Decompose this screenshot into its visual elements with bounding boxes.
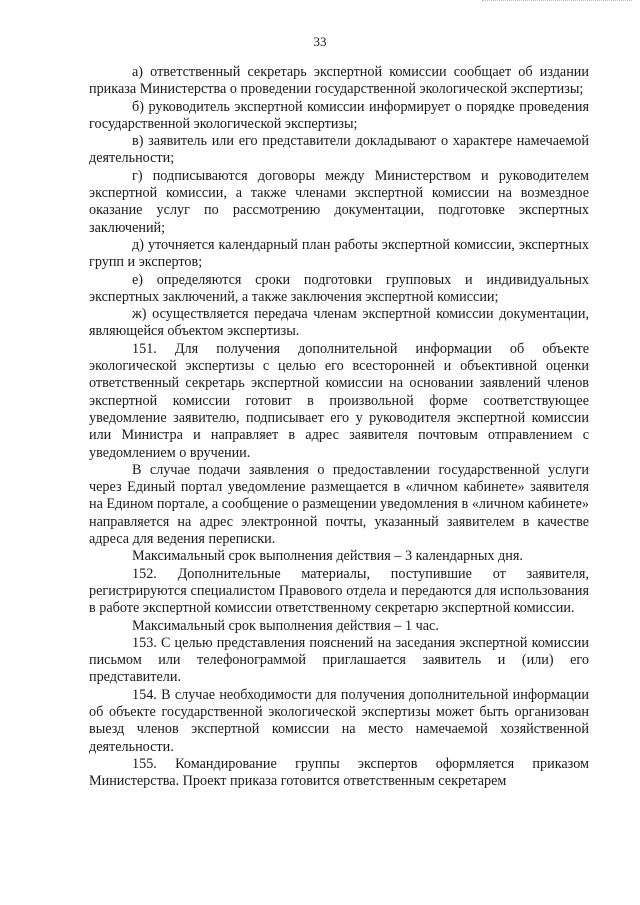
paragraph-152-deadline: Максимальный срок выполнения действия – 1 час. [132, 617, 439, 634]
paragraph-item-e: е) определяются сроки подготовки групповых и индивидуальных экспертных заключений, а также заключения экспертной комиссии; [89, 271, 589, 305]
paragraph-item-b: б) руководитель экспертной комиссии информирует о порядке проведения государственной экологической экспертизы; [89, 98, 589, 132]
paragraph-item-g: г) подписываются договоры между Министерством и руководителем экспертной комиссии, а также членами экспертной комиссии на возмездное оказание услуг по рассмотрению документации, подготовке экспертных заключений; [89, 167, 589, 236]
paragraph-153: 153. С целью представления пояснений на заседания экспертной комиссии письмом или телефонограммой приглашается заявитель и (или) его представители. [89, 634, 589, 686]
paragraph-151-portal: В случае подачи заявления о предоставлении государственной услуги через Единый портал уведомление размещается в «личном кабинете» заявителя на Едином портале, а сообщение о размещении уведомления в «личном кабинете» направляется на адрес электронной почты, указанный заявителем в качестве адреса для ведения переписки. [89, 461, 589, 548]
paragraph-151: 151. Для получения дополнительной информации об объекте экологической экспертизы с целью его всесторонней и объективной оценки ответственный секретарь экспертной комиссии на основании заявлений членов экспертной комиссии готовит в произвольной форме соответствующее уведомление заявителю, подписывает его у руководителя экспертной комиссии или Министра и направляет в адрес заявителя почтовым отправлением с уведомлением о вручении. [89, 340, 589, 461]
paragraph-item-a: а) ответственный секретарь экспертной комиссии сообщает об издании приказа Министерства о проведении государственной экологической экспертизы; [89, 64, 589, 98]
paragraph-item-d: д) уточняется календарный план работы экспертной комиссии, экспертных групп и экспертов; [89, 236, 589, 271]
scan-edge-mark [482, 0, 632, 5]
paragraph-154: 154. В случае необходимости для получения дополнительной информации об объекте государственной экологической экспертизы может быть организован выезд членов экспертной комиссии на место намечаемой хозяйственной деятельности. [89, 686, 589, 755]
document-body [89, 64, 589, 790]
paragraph-155: 155. Командирование группы экспертов оформляется приказом Министерства. Проект приказа готовится ответственным секретарем [89, 755, 589, 790]
paragraph-item-v: в) заявитель или его представители докладывают о характере намечаемой деятельности; [89, 133, 589, 167]
paragraph-item-zh: ж) осуществляется передача членам экспертной комиссии документации, являющейся объектом экспертизы. [89, 306, 589, 340]
paragraph-151-deadline: Максимальный срок выполнения действия – 3 календарных дня. [132, 548, 523, 565]
paragraph-152: 152. Дополнительные материалы, поступившие от заявителя, регистрируются специалистом Правового отдела и передаются для использования в работе экспертной комиссии ответственному секретарю экспертной комиссии. [89, 565, 589, 617]
page-number: 33 [313, 34, 327, 49]
